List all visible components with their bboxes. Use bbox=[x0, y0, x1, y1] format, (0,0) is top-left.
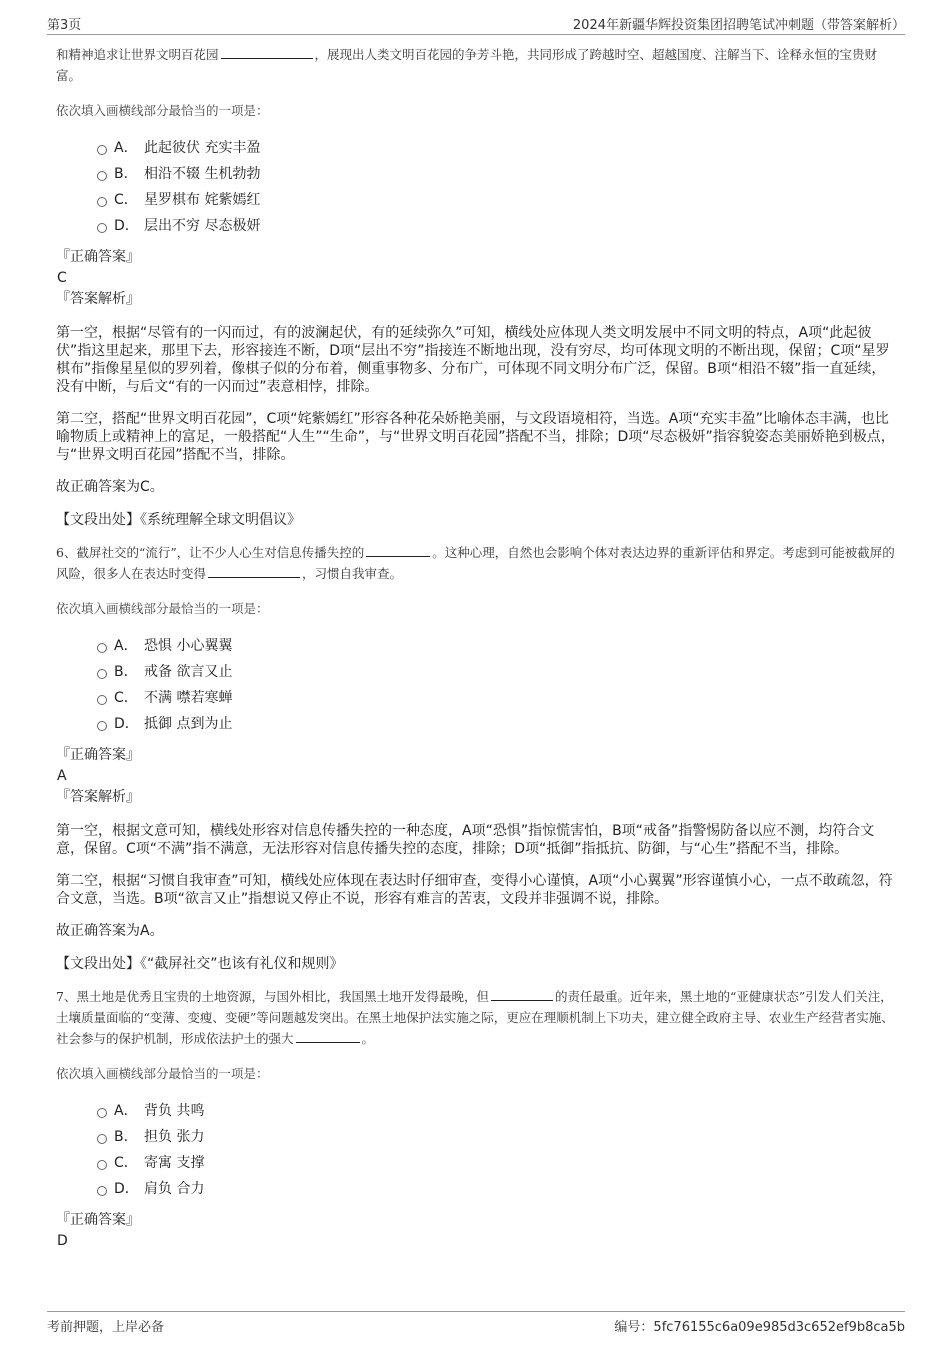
option-c[interactable]: C． 不满 噤若寒蝉 bbox=[56, 685, 896, 711]
correct-answer: A bbox=[57, 768, 67, 784]
document-code bbox=[614, 1316, 905, 1335]
document-title: 2024年新疆华辉投资集团招聘笔试冲刺题（带答案解析） bbox=[572, 18, 905, 33]
fill-blank bbox=[208, 563, 300, 578]
option-c[interactable]: C． 星罗棋布 姹紫嫣红 bbox=[56, 187, 896, 213]
radio-icon[interactable] bbox=[97, 197, 107, 207]
option-b[interactable]: B． 担负 张力 bbox=[56, 1124, 896, 1150]
radio-icon[interactable] bbox=[97, 721, 107, 731]
question-prompt: 依次填入画横线部分最恰当的一项是： bbox=[56, 601, 269, 616]
analysis-paragraph: 第二空，根据“习惯自我审查”可知，横线处应体现在表达时仔细审查，变得小心谨慎，A项“小心翼翼”形容谨慎小心，一点不敢疏忽，符合文意，当选。B项“欲言又止”指想说又停止不说，形容有难言的苦衷，文段并非强调不说，排除。 bbox=[56, 873, 893, 907]
option-d[interactable]: D． 肩负 合力 bbox=[56, 1176, 896, 1202]
analysis-label: 『答案解析』 bbox=[56, 291, 140, 307]
radio-icon[interactable] bbox=[97, 223, 107, 233]
analysis-conclusion: 故正确答案为A。 bbox=[56, 923, 164, 939]
radio-icon[interactable] bbox=[97, 1134, 107, 1144]
page-number: 第3页 bbox=[47, 18, 82, 33]
answer-label: 『正确答案』 bbox=[56, 249, 140, 265]
option-list bbox=[56, 633, 896, 737]
question-prompt: 依次填入画横线部分最恰当的一项是： bbox=[56, 103, 269, 118]
radio-icon[interactable] bbox=[97, 171, 107, 181]
question-prompt: 依次填入画横线部分最恰当的一项是： bbox=[56, 1066, 269, 1081]
main-content bbox=[56, 44, 896, 1252]
radio-icon[interactable] bbox=[97, 669, 107, 679]
radio-icon[interactable] bbox=[97, 1160, 107, 1170]
answer-label: 『正确答案』 bbox=[56, 1212, 140, 1228]
analysis-label: 『答案解析』 bbox=[56, 789, 140, 805]
fill-blank bbox=[221, 44, 313, 59]
stem-text: 的责任最重。近年来，黑土地的“亚健康状态”引发人们关注，土壤质量面临的“变薄、变瘦、变硬”等问题越发突出。在黑土地保护法实施之际，更应在理顺机制上下功夫，建立健全政府主导、农业生产经营者实施、社会参与的保护机制，形成依法护土的强大 bbox=[56, 989, 894, 1046]
analysis-conclusion: 故正确答案为C。 bbox=[56, 479, 164, 495]
option-list bbox=[56, 135, 896, 239]
source-citation: 【文段出处】《系统理解全球文明倡议》 bbox=[56, 512, 301, 528]
question-stem bbox=[56, 542, 896, 584]
option-a[interactable]: A． 此起彼伏 充实丰盈 bbox=[56, 135, 896, 161]
answer-label: 『正确答案』 bbox=[56, 747, 140, 763]
option-a[interactable]: A． 背负 共鸣 bbox=[56, 1098, 896, 1124]
fill-blank bbox=[366, 542, 430, 557]
question-stem bbox=[56, 986, 896, 1049]
fill-blank bbox=[491, 986, 553, 1001]
page-header bbox=[47, 12, 905, 35]
analysis-paragraph: 第一空，根据文意可知，横线处形容对信息传播失控的一种态度，A项“恐惧”指惊慌害怕，B项“戒备”指警惕防备以应不测，均符合文意，保留。C项“不满”指不满意，无法形容对信息传播失控的态度，排除；D项“抵御”指抵抗、防御，与“心生”搭配不当，排除。 bbox=[56, 823, 875, 857]
stem-text: ，习惯自我审查。 bbox=[302, 566, 403, 581]
page-footer bbox=[47, 1311, 905, 1336]
footer-slogan: 考前押题，上岸必备 bbox=[47, 1320, 165, 1335]
option-b[interactable]: B． 相沿不辍 生机勃勃 bbox=[56, 161, 896, 187]
stem-text: 。 bbox=[361, 1031, 375, 1046]
option-a[interactable]: A． 恐惧 小心翼翼 bbox=[56, 633, 896, 659]
option-c[interactable]: C． 寄寓 支撑 bbox=[56, 1150, 896, 1176]
option-b[interactable]: B． 戒备 欲言又止 bbox=[56, 659, 896, 685]
analysis-paragraph: 第一空，根据“尽管有的一闪而过，有的波澜起伏，有的延续弥久”可知，横线处应体现人类文明发展中不同文明的特点，A项“此起彼伏”指这里起来，那里下去，形容接连不断，D项“层出不穷”指接连不断地出现，没有穷尽，均可体现文明的不断出现，保留；C项“星罗棋布”指像星星似的罗列着，像棋子似的分布着，侧重事物多、分布广，可体现不同文明分布广泛，保留。B项“相沿不辍”指一直延续，没有中断，与后文“有的一闪而过”表意相悖，排除。 bbox=[56, 325, 890, 395]
correct-answer: C bbox=[57, 270, 67, 286]
option-d[interactable]: D． 层出不穷 尽态极妍 bbox=[56, 213, 896, 239]
option-d[interactable]: D． 抵御 点到为止 bbox=[56, 711, 896, 737]
code-label: 编号： bbox=[614, 1320, 654, 1335]
stem-text: 6、截屏社交的“流行”，让不少人心生对信息传播失控的 bbox=[56, 545, 365, 560]
correct-answer: D bbox=[57, 1233, 68, 1249]
stem-text: 。这种心理，自然也会影响个体对表达边界的重新评估和界定。考虑到可能被截屏的风险，很多人在表达时变得 bbox=[56, 545, 895, 581]
radio-icon[interactable] bbox=[97, 695, 107, 705]
radio-icon[interactable] bbox=[97, 643, 107, 653]
code-value: 5fc76155c6a09e985d3c652ef9b8ca5b bbox=[653, 1320, 905, 1335]
fill-blank bbox=[296, 1028, 360, 1043]
stem-text: 和精神追求让世界文明百花园 bbox=[56, 47, 219, 62]
stem-text: 7、黑土地是优秀且宝贵的土地资源，与国外相比，我国黑土地开发得最晚，但 bbox=[56, 989, 489, 1004]
option-list bbox=[56, 1098, 896, 1202]
source-citation: 【文段出处】《“截屏社交”也该有礼仪和规则》 bbox=[56, 956, 344, 972]
stem-text: ，展现出人类文明百花园的争芳斗艳，共同形成了跨越时空、超越国度、注解当下、诠释永恒的宝贵财富。 bbox=[56, 47, 878, 83]
radio-icon[interactable] bbox=[97, 1186, 107, 1196]
question-stem bbox=[56, 44, 896, 86]
analysis-paragraph: 第二空，搭配“世界文明百花园”，C项“姹紫嫣红”形容各种花朵娇艳美丽，与文段语境相符，当选。A项“充实丰盈”比喻体态丰满，也比喻物质上或精神上的富足，一般搭配“人生”“生命”，与“世界文明百花园”搭配不当，排除；D项“尽态极妍”指容貌姿态美丽娇艳到极点，与“世界文明百花园”搭配不当，排除。 bbox=[56, 411, 895, 463]
radio-icon[interactable] bbox=[97, 145, 107, 155]
radio-icon[interactable] bbox=[97, 1108, 107, 1118]
